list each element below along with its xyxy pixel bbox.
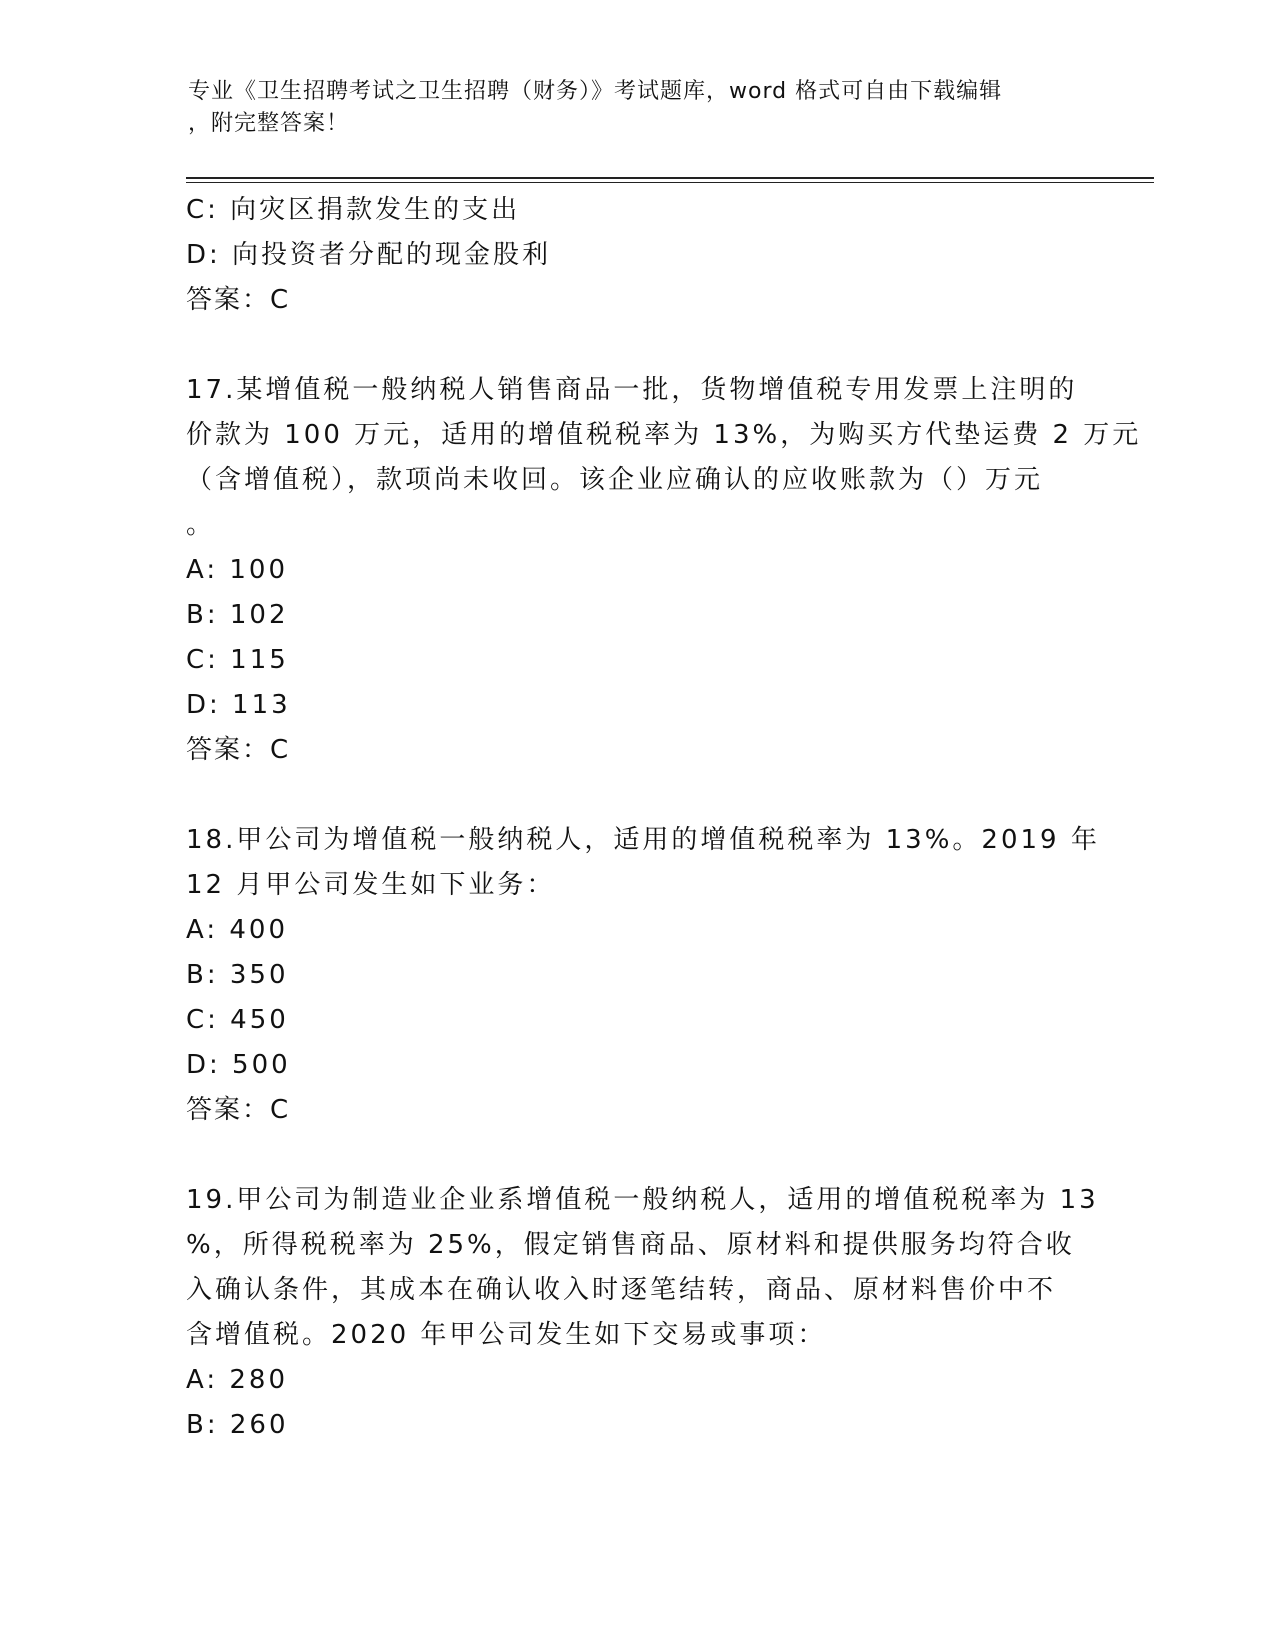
header-line-1: 专业《卫生招聘考试之卫生招聘（财务）》考试题库，word 格式可自由下载编辑 <box>188 79 1003 104</box>
question-19-text-line: %，所得税税率为 25%，假定销售商品、原材料和提供服务均符合收 <box>186 1230 1075 1260</box>
document-header <box>188 76 1068 140</box>
option-c: C: 向灾区捐款发生的支出 <box>186 195 521 225</box>
question-19-text-line: 含增值税。2020 年甲公司发生如下交易或事项： <box>186 1320 827 1350</box>
question-18-block <box>186 818 1100 1133</box>
header-rule-thick <box>186 177 1154 179</box>
answer-line: 答案：C <box>186 735 291 765</box>
option-b: B: 260 <box>186 1410 289 1440</box>
option-b: B: 102 <box>186 600 289 630</box>
spacer <box>186 323 1086 368</box>
question-17-text-line: 价款为 100 万元，适用的增值税税率为 13%，为购买方代垫运费 2 万元 <box>186 420 1142 450</box>
question-19-block <box>186 1178 1099 1448</box>
spacer <box>186 773 1086 818</box>
question-18-text-line: 12 月甲公司发生如下业务： <box>186 870 556 900</box>
question-18-text-line: 18.甲公司为增值税一般纳税人，适用的增值税税率为 13%。2019 年 <box>186 825 1100 855</box>
option-a: A: 280 <box>186 1365 288 1395</box>
question-list <box>186 188 1142 1448</box>
question-19-text-line: 入确认条件，其成本在确认收入时逐笔结转，商品、原材料售价中不 <box>186 1275 1057 1305</box>
header-line-2: ，附完整答案！ <box>188 111 350 136</box>
prev-question-block <box>186 188 1086 323</box>
answer-line: 答案：C <box>186 1095 291 1125</box>
option-a: A: 100 <box>186 555 288 585</box>
option-a: A: 400 <box>186 915 288 945</box>
answer-line: 答案：C <box>186 285 291 315</box>
option-c: C: 115 <box>186 645 289 675</box>
question-17-block <box>186 368 1142 773</box>
option-b: B: 350 <box>186 960 289 990</box>
option-d: D: 113 <box>186 690 291 720</box>
option-d: D: 向投资者分配的现金股利 <box>186 240 552 270</box>
question-17-text-line: 17.某增值税一般纳税人销售商品一批，货物增值税专用发票上注明的 <box>186 375 1078 405</box>
option-c: C: 450 <box>186 1005 289 1035</box>
question-17-text-line: （含增值税），款项尚未收回。该企业应确认的应收账款为（）万元 <box>186 465 1044 495</box>
header-rule-thin <box>186 182 1154 183</box>
spacer <box>186 1133 1086 1178</box>
question-19-text-line: 19.甲公司为制造业企业系增值税一般纳税人，适用的增值税税率为 13 <box>186 1185 1099 1215</box>
option-d: D: 500 <box>186 1050 291 1080</box>
question-17-text-line: 。 <box>186 510 216 540</box>
